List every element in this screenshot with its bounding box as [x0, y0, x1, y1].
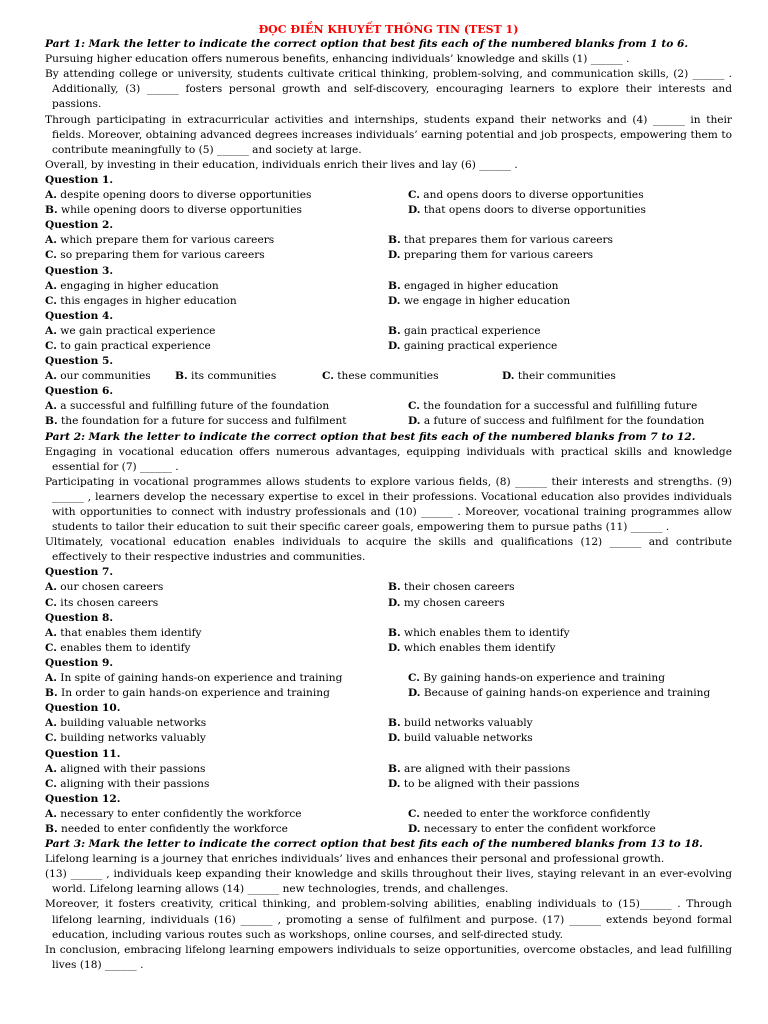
options-row: [45, 324, 732, 339]
option-letter: A.: [45, 807, 57, 820]
option-letter: C.: [45, 339, 57, 352]
question-block: [45, 384, 732, 429]
question-block: [45, 309, 732, 354]
option-letter: B.: [45, 204, 58, 217]
answer-option[interactable]: [388, 324, 541, 339]
option-text: so preparing them for various careers: [56, 249, 265, 262]
question-label: Question 5.: [45, 355, 114, 368]
answer-option[interactable]: [45, 731, 388, 746]
answer-option[interactable]: [45, 777, 388, 792]
answer-option[interactable]: [45, 339, 388, 354]
option-text: preparing them for various careers: [400, 249, 594, 262]
option-text: the foundation for a future for success and fulfilment: [57, 415, 347, 428]
options-row: [45, 596, 732, 611]
question-label: Question 6.: [45, 385, 114, 398]
part-heading: Part 3: Mark the letter to indicate the correct option that best fits each of the numbered blanks from 13 to 18.: [45, 838, 703, 851]
option-text: engaging in higher education: [56, 279, 219, 292]
answer-option[interactable]: [45, 626, 388, 641]
option-letter: B.: [175, 370, 188, 383]
answer-option[interactable]: [388, 248, 593, 263]
option-letter: D.: [388, 777, 401, 790]
options-row: [45, 686, 732, 701]
answer-option[interactable]: [45, 596, 388, 611]
answer-option[interactable]: [45, 233, 388, 248]
question-label: Question 7.: [45, 566, 114, 579]
question-label: Question 10.: [45, 702, 121, 715]
passage-paragraph: In conclusion, embracing lifelong learning empowers individuals to seize opportunities, overcome obstacles, and lead fulfilling lives (18) ______ .: [45, 943, 732, 971]
part-heading: Part 2: Mark the letter to indicate the correct option that best fits each of the numbered blanks from 7 to 12.: [45, 430, 696, 443]
answer-option[interactable]: [388, 279, 558, 294]
options-row: [45, 641, 732, 656]
options-row: [45, 414, 732, 429]
part-heading: Part 1: Mark the letter to indicate the correct option that best fits each of the numbered blanks from 1 to 6.: [45, 38, 689, 51]
question-label: Question 4.: [45, 309, 114, 322]
options-row: [45, 248, 732, 263]
options-row: [45, 626, 732, 641]
option-text: build networks valuably: [400, 717, 533, 730]
answer-option[interactable]: [388, 580, 515, 595]
answer-option[interactable]: [45, 716, 388, 731]
answer-option[interactable]: [45, 188, 408, 203]
option-text: necessary to enter the confident workforce: [420, 822, 656, 835]
options-row: [45, 399, 732, 414]
answer-option[interactable]: [388, 731, 533, 746]
option-letter: A.: [45, 581, 57, 594]
option-letter: D.: [388, 732, 401, 745]
option-text: enables them to identify: [56, 641, 191, 654]
option-letter: B.: [388, 279, 401, 292]
option-text: their chosen careers: [400, 581, 515, 594]
answer-option[interactable]: [388, 716, 533, 731]
option-text: and opens doors to diverse opportunities: [419, 189, 644, 202]
options-row: [45, 671, 732, 686]
option-letter: D.: [502, 370, 515, 383]
option-letter: C.: [45, 596, 57, 609]
answer-option[interactable]: [388, 596, 505, 611]
option-text: which enables them to identify: [400, 626, 570, 639]
option-text: In spite of gaining hands-on experience and training: [56, 672, 343, 685]
option-text: aligning with their passions: [56, 777, 210, 790]
option-text: building networks valuably: [56, 732, 206, 745]
question-label: Question 11.: [45, 747, 121, 760]
options-row: [45, 339, 732, 354]
option-letter: C.: [45, 777, 57, 790]
answer-option[interactable]: [45, 822, 408, 837]
answer-option[interactable]: [45, 399, 408, 414]
worksheet-content: [45, 37, 732, 973]
answer-option[interactable]: [388, 233, 613, 248]
option-text: needed to enter the workforce confidently: [419, 807, 651, 820]
answer-option[interactable]: [408, 188, 644, 203]
option-text: we engage in higher education: [400, 294, 571, 307]
option-letter: B.: [388, 717, 401, 730]
question-block: [45, 747, 732, 792]
option-text: that prepares them for various careers: [400, 234, 613, 247]
option-letter: C.: [45, 641, 57, 654]
question-block: [45, 792, 732, 837]
option-text: needed to enter confidently the workforce: [57, 822, 288, 835]
option-letter: D.: [388, 294, 401, 307]
option-letter: A.: [45, 762, 57, 775]
option-letter: D.: [388, 339, 401, 352]
option-text: its communities: [187, 370, 277, 383]
option-letter: C.: [45, 732, 57, 745]
answer-option[interactable]: [45, 686, 408, 701]
option-letter: B.: [388, 762, 401, 775]
answer-option[interactable]: [45, 294, 388, 309]
answer-option[interactable]: [45, 203, 408, 218]
option-text: necessary to enter confidently the workforce: [56, 807, 302, 820]
passage-paragraph: Lifelong learning is a journey that enriches individuals’ lives and enhances their personal and professional growth.: [45, 853, 665, 866]
option-letter: D.: [408, 687, 421, 700]
option-letter: B.: [45, 687, 58, 700]
question-block: [45, 218, 732, 263]
option-text: its chosen careers: [56, 596, 159, 609]
option-text: my chosen careers: [400, 596, 505, 609]
options-row: [45, 188, 732, 203]
question-block: [45, 656, 732, 701]
option-text: By gaining hands-on experience and training: [419, 672, 665, 685]
option-letter: A.: [45, 189, 57, 202]
option-text: a successful and fulfilling future of the foundation: [56, 400, 330, 413]
option-letter: D.: [408, 415, 421, 428]
options-row: [45, 369, 732, 384]
option-text: Because of gaining hands-on experience and training: [420, 687, 711, 700]
option-letter: B.: [388, 234, 401, 247]
question-block: [45, 354, 732, 384]
option-letter: D.: [388, 596, 401, 609]
option-letter: A.: [45, 717, 57, 730]
option-letter: B.: [388, 581, 401, 594]
option-text: building valuable networks: [56, 717, 207, 730]
option-letter: B.: [45, 415, 58, 428]
question-label: Question 9.: [45, 656, 114, 669]
question-label: Question 2.: [45, 219, 114, 232]
passage-paragraph: Engaging in vocational education offers numerous advantages, equipping individuals with practical skills and knowledge essential for (7) ______ .: [45, 445, 732, 473]
option-letter: D.: [408, 204, 421, 217]
answer-option[interactable]: [45, 762, 388, 777]
answer-option[interactable]: [45, 414, 408, 429]
option-text: that opens doors to diverse opportunities: [420, 204, 646, 217]
option-letter: C.: [45, 249, 57, 262]
options-row: [45, 807, 732, 822]
options-row: [45, 233, 732, 248]
option-letter: A.: [45, 324, 57, 337]
answer-option[interactable]: [388, 626, 570, 641]
option-text: a future of success and fulfilment for the foundation: [420, 415, 705, 428]
question-block: [45, 611, 732, 656]
option-letter: C.: [322, 370, 334, 383]
worksheet-title: ĐỌC ĐIỀN KHUYẾT THÔNG TIN (TEST 1): [258, 23, 519, 36]
option-letter: A.: [45, 279, 57, 292]
option-text: their communities: [514, 370, 616, 383]
option-letter: C.: [408, 400, 420, 413]
option-text: while opening doors to diverse opportunities: [57, 204, 302, 217]
answer-option[interactable]: [388, 294, 570, 309]
options-row: [45, 822, 732, 837]
answer-option[interactable]: [45, 580, 388, 595]
option-text: build valuable networks: [400, 732, 533, 745]
option-letter: A.: [45, 672, 57, 685]
answer-option[interactable]: [408, 822, 656, 837]
answer-option[interactable]: [45, 807, 408, 822]
option-text: gain practical experience: [400, 324, 541, 337]
passage-paragraph: Pursuing higher education offers numerous benefits, enhancing individuals’ knowledge and skills (1) ______ .: [45, 53, 630, 66]
question-block: [45, 264, 732, 309]
answer-option[interactable]: [45, 671, 408, 686]
passage-paragraph: By attending college or university, students cultivate critical thinking, problem-solving, and communication skills, (2) ______ . Additionally, (3) ______ fosters personal growth and self-discovery, encouraging learners to explore their interests and passions.: [45, 68, 732, 111]
option-text: that enables them identify: [56, 626, 202, 639]
answer-option[interactable]: [388, 762, 570, 777]
option-text: these communities: [333, 370, 439, 383]
passage-paragraph: Ultimately, vocational education enables individuals to acquire the skills and qualifications (12) ______ and contribute effectively to their respective industries and communities.: [45, 536, 732, 564]
answer-option[interactable]: [502, 369, 616, 384]
option-text: are aligned with their passions: [400, 762, 571, 775]
answer-option[interactable]: [45, 324, 388, 339]
option-letter: A.: [45, 626, 57, 639]
option-letter: B.: [388, 324, 401, 337]
option-text: which enables them identify: [400, 641, 556, 654]
option-text: to gain practical experience: [56, 339, 211, 352]
answer-option[interactable]: [408, 807, 650, 822]
option-text: which prepare them for various careers: [56, 234, 275, 247]
section-part2: [45, 430, 732, 838]
answer-option[interactable]: [408, 399, 697, 414]
option-text: this engages in higher education: [56, 294, 237, 307]
option-letter: C.: [408, 189, 420, 202]
section-part3: [45, 837, 732, 973]
section-part1: [45, 37, 732, 429]
option-text: to be aligned with their passions: [400, 777, 580, 790]
answer-option[interactable]: [45, 279, 388, 294]
options-row: [45, 203, 732, 218]
options-row: [45, 580, 732, 595]
answer-option[interactable]: [388, 641, 556, 656]
passage-paragraph: Participating in vocational programmes allows students to explore various fields, (8) ______ their interests and strengths. (9) ______ , learners develop the necessary expertise to excel in their professions. Vocational education also provides individuals with opportunities to connect with industry professionals and (10) ______ . Moreover, vocational training programmes allow students to tailor their education to suit their specific career goals, empowering them to pursue paths (11) ______ .: [45, 475, 732, 534]
question-label: Question 12.: [45, 792, 121, 805]
options-row: [45, 294, 732, 309]
answer-option[interactable]: [322, 369, 502, 384]
option-letter: D.: [388, 249, 401, 262]
option-letter: D.: [408, 822, 421, 835]
question-label: Question 3.: [45, 264, 114, 277]
option-text: engaged in higher education: [400, 279, 559, 292]
question-label: Question 1.: [45, 173, 114, 186]
passage-paragraph: Through participating in extracurricular activities and internships, students expand their networks and (4) ______ in their fields. Moreover, obtaining advanced degrees increases individuals’ earning potential and job prospects, empowering them to contribute meaningfully to (5) ______ and society at large.: [45, 113, 732, 156]
answer-option[interactable]: [408, 414, 704, 429]
option-text: our chosen careers: [56, 581, 164, 594]
options-row: [45, 731, 732, 746]
options-row: [45, 762, 732, 777]
option-letter: C.: [45, 294, 57, 307]
option-letter: A.: [45, 370, 57, 383]
answer-option[interactable]: [45, 248, 388, 263]
option-letter: D.: [388, 641, 401, 654]
option-text: our communities: [56, 370, 151, 383]
option-letter: A.: [45, 234, 57, 247]
option-text: In order to gain hands-on experience and training: [57, 687, 330, 700]
options-row: [45, 716, 732, 731]
option-letter: B.: [388, 626, 401, 639]
option-letter: A.: [45, 400, 57, 413]
answer-option[interactable]: [408, 671, 665, 686]
option-text: despite opening doors to diverse opportunities: [56, 189, 312, 202]
question-block: [45, 173, 732, 218]
options-row: [45, 279, 732, 294]
passage-paragraph: (13) ______ , individuals keep expanding their knowledge and skills throughout their lives, staying relevant in an ever-evolving world. Lifelong learning allows (14) ______ new technologies, trends, and challenges.: [45, 868, 732, 896]
passage-paragraph: Moreover, it fosters creativity, critical thinking, and problem-solving abilities, enabling individuals to (15)______ . Through lifelong learning, individuals (16) ______ , promoting a sense of fulfilment and purpose. (17) ______ extends beyond formal education, including various routes such as workshops, online courses, and self-directed study.: [45, 898, 732, 941]
answer-option[interactable]: [175, 369, 322, 384]
answer-option[interactable]: [388, 777, 579, 792]
answer-option[interactable]: [388, 339, 557, 354]
option-text: aligned with their passions: [56, 762, 206, 775]
option-letter: B.: [45, 822, 58, 835]
answer-option[interactable]: [45, 641, 388, 656]
options-row: [45, 777, 732, 792]
option-letter: C.: [408, 672, 420, 685]
option-text: gaining practical experience: [400, 339, 558, 352]
option-letter: C.: [408, 807, 420, 820]
answer-option[interactable]: [45, 369, 175, 384]
answer-option[interactable]: [408, 686, 710, 701]
option-text: the foundation for a successful and fulfilling future: [419, 400, 698, 413]
passage-paragraph: Overall, by investing in their education, individuals enrich their lives and lay (6) ______ .: [45, 158, 518, 171]
answer-option[interactable]: [408, 203, 646, 218]
question-block: [45, 701, 732, 746]
question-block: [45, 565, 732, 610]
option-text: we gain practical experience: [56, 324, 216, 337]
question-label: Question 8.: [45, 611, 114, 624]
